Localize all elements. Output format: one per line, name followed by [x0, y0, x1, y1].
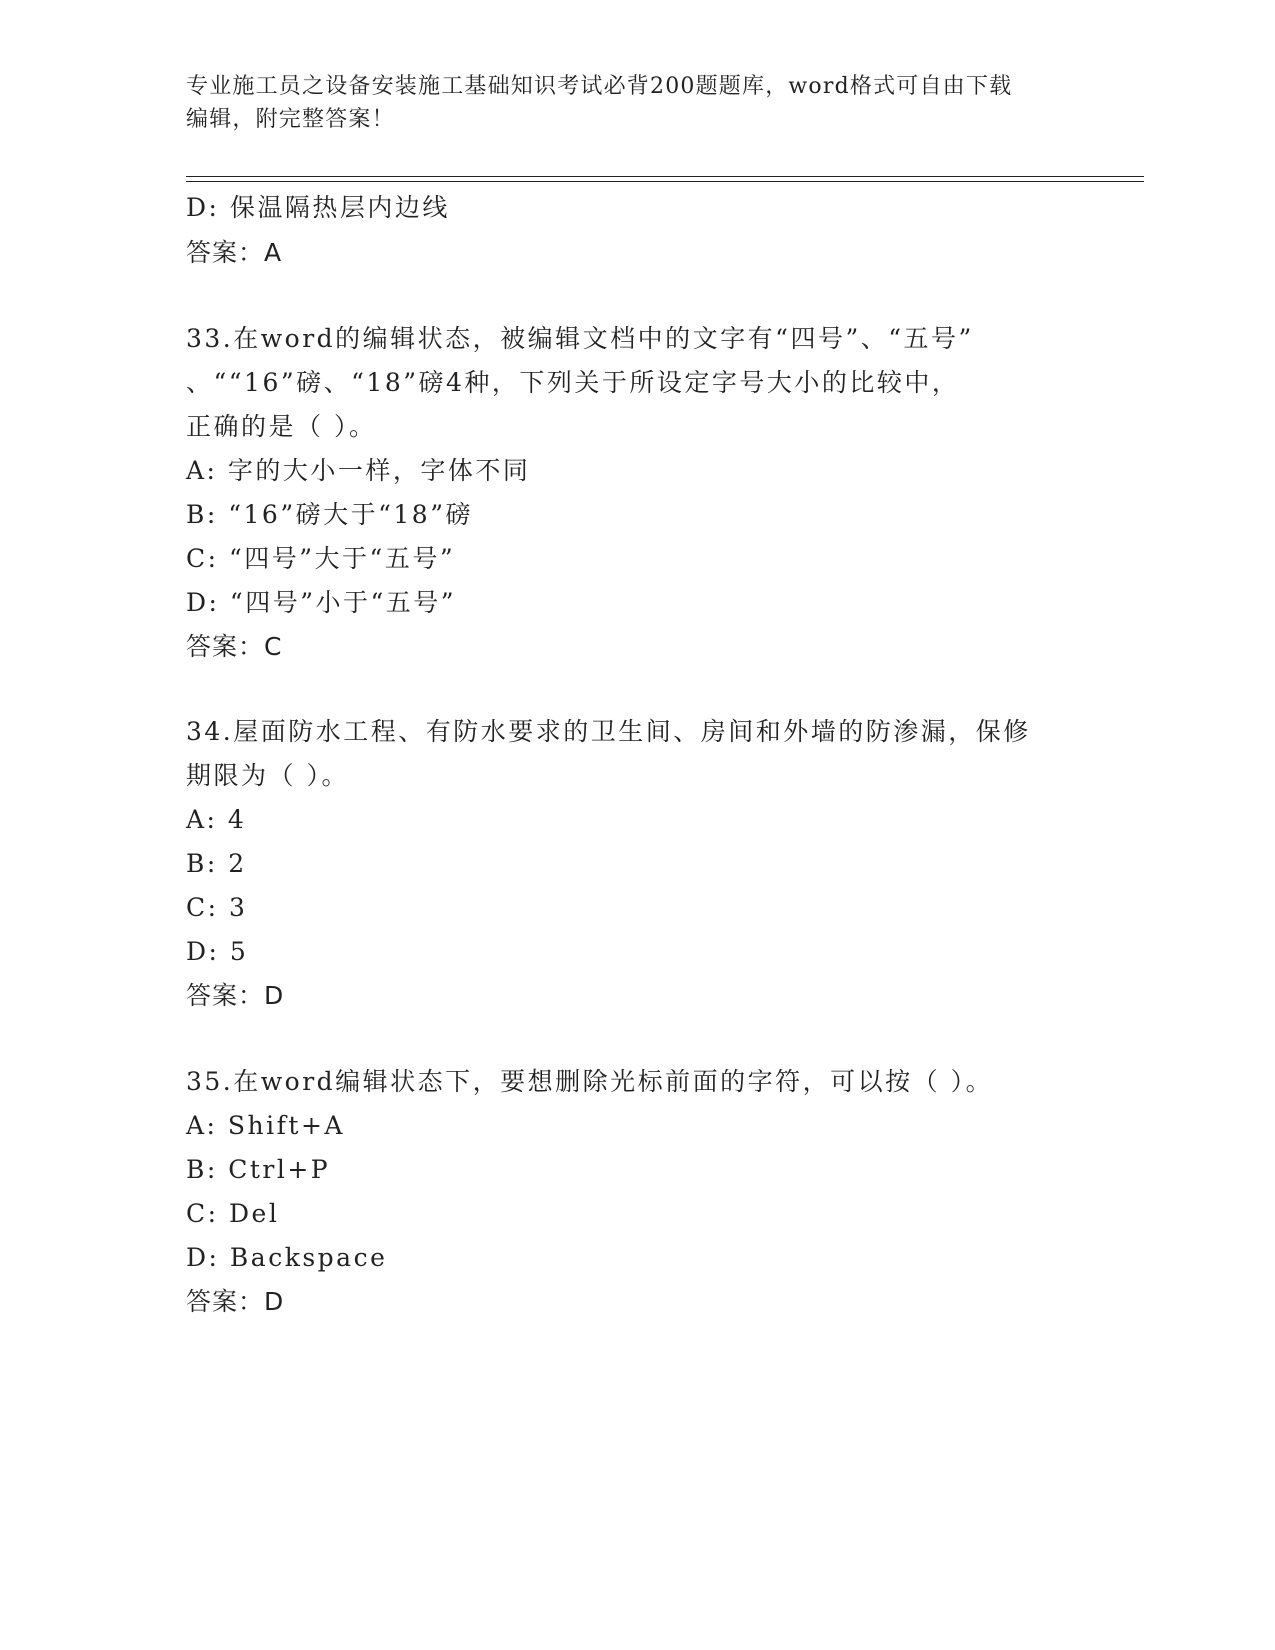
q33-option-a: A: 字的大小一样，字体不同 [186, 456, 531, 485]
q35-answer: 答案：D [186, 1287, 285, 1316]
q34-stem-line-2: 期限为（ ）。 [186, 761, 349, 790]
q33-option-d: D: “四号”小于“五号” [186, 588, 457, 617]
q34-option-a: A: 4 [186, 805, 247, 834]
header-divider-bottom [186, 181, 1144, 182]
q35-option-b: B: Ctrl+P [186, 1155, 331, 1184]
q33-answer: 答案：C [186, 632, 283, 661]
q34-stem-line-1: 34.屋面防水工程、有防水要求的卫生间、房间和外墙的防渗漏，保修 [186, 717, 1031, 746]
header-title-line-1: 专业施工员之设备安装施工基础知识考试必背200题题库，word格式可自由下载 [186, 74, 1013, 99]
q34-option-b: B: 2 [186, 849, 247, 878]
q33-stem-line-2: 、““16”磅、“18”磅4种，下列关于所设定字号大小的比较中， [186, 368, 960, 397]
q33-option-c: C: “四号”大于“五号” [186, 544, 456, 573]
q35-option-d: D: Backspace [186, 1243, 388, 1272]
q34-option-d: D: 5 [186, 937, 249, 966]
q35-option-a: A: Shift+A [186, 1111, 345, 1140]
document-header [186, 70, 1086, 136]
q33-option-b: B: “16”磅大于“18”磅 [186, 500, 473, 529]
header-title-line-2: 编辑，附完整答案！ [186, 107, 395, 132]
q35-stem-line-1: 35.在word编辑状态下，要想删除光标前面的字符，可以按（ ）。 [186, 1067, 994, 1096]
prev-answer: 答案：A [186, 238, 283, 267]
q34-option-c: C: 3 [186, 893, 248, 922]
q34-answer: 答案：D [186, 981, 285, 1010]
header-divider-top [186, 176, 1144, 177]
q33-stem-line-1: 33.在word的编辑状态，被编辑文档中的文字有“四号”、“五号” [186, 324, 974, 353]
q35-option-c: C: Del [186, 1199, 280, 1228]
prev-option-d: D: 保温隔热层内边线 [186, 193, 450, 222]
q33-stem-line-3: 正确的是（ ）。 [186, 412, 377, 441]
